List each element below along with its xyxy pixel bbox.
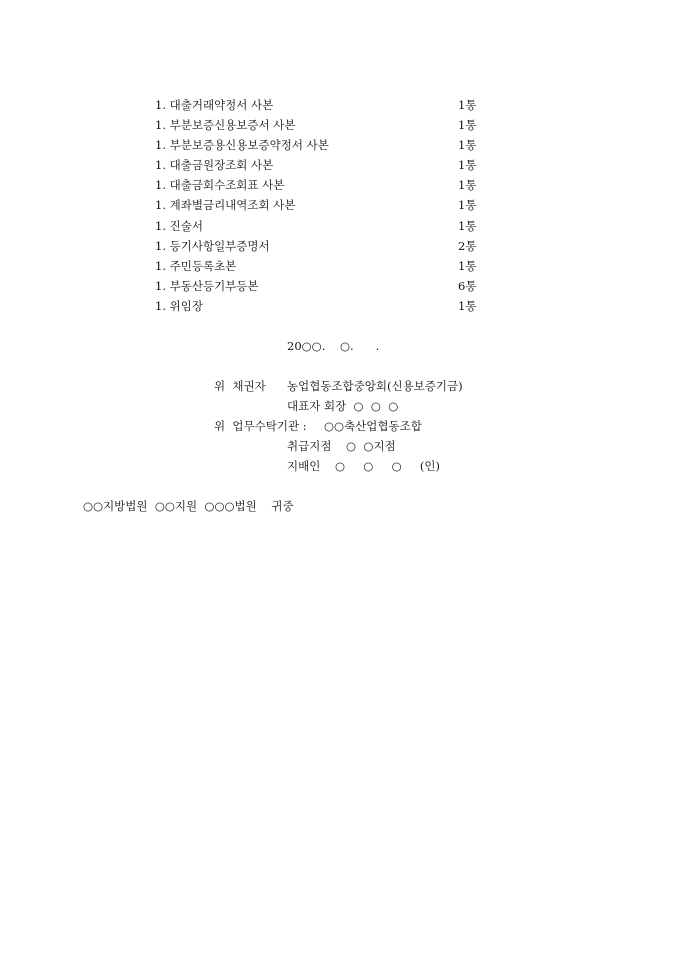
attachment-count: 1통	[458, 178, 477, 193]
agent-manager: 지배인 ○ ○ ○ (인)	[287, 459, 440, 473]
attachment-count: 6통	[458, 278, 477, 293]
attachment-count: 1통	[458, 138, 477, 153]
court-addressee: ○○지방법원 ○○지원 ○○○법원 귀중	[83, 499, 294, 513]
attachment-name: 1. 진술서	[155, 218, 203, 233]
attachment-count: 1통	[458, 158, 477, 173]
attachment-name: 1. 계좌별금리내역조회 사본	[155, 198, 296, 213]
agent-branch: 취급지점 ○ ○지점	[287, 439, 396, 453]
attachment-count: 2통	[458, 238, 477, 253]
attachment-item	[155, 115, 485, 135]
attachment-name: 1. 위임장	[155, 298, 203, 313]
attachment-item	[155, 175, 485, 195]
attachment-name: 1. 부동산등기부등본	[155, 278, 259, 293]
agent-label: 위 업무수탁기관 :	[214, 419, 307, 433]
attachment-count: 1통	[458, 98, 477, 112]
attachment-item	[155, 216, 485, 236]
attachment-item	[155, 195, 485, 215]
attachment-name: 1. 부분보증신용보증서 사본	[155, 118, 296, 133]
attachment-item	[155, 276, 485, 296]
attachment-count: 1통	[458, 198, 477, 213]
creditor-representative: 대표자 회장 ○ ○ ○	[287, 399, 399, 413]
attachment-count: 1통	[458, 258, 477, 273]
attachment-item	[155, 135, 485, 155]
attachment-item	[155, 95, 485, 115]
attachment-name: 1. 주민등록초본	[155, 258, 237, 273]
attachment-item	[155, 236, 485, 256]
attachment-name: 1. 부분보증용신용보증약정서 사본	[155, 138, 329, 153]
creditor-label: 위 채권자	[214, 379, 266, 393]
attachment-list	[155, 95, 485, 316]
document-date: 20○○. ○. .	[287, 339, 380, 353]
attachment-count: 1통	[458, 298, 477, 313]
attachment-item	[155, 256, 485, 276]
creditor-name: 농업협동조합중앙회(신용보증기금)	[287, 379, 463, 393]
agent-name: ○○축산업협동조합	[324, 419, 422, 433]
attachment-count: 1통	[458, 218, 477, 233]
attachment-count: 1통	[458, 118, 477, 133]
attachment-item	[155, 155, 485, 175]
attachment-name: 1. 대출거래약정서 사본	[155, 98, 274, 112]
attachment-name: 1. 대출금회수조회표 사본	[155, 178, 285, 193]
attachment-name: 1. 등기사항일부증명서	[155, 238, 270, 253]
attachment-name: 1. 대출금원장조회 사본	[155, 158, 274, 173]
attachment-item	[155, 296, 485, 316]
